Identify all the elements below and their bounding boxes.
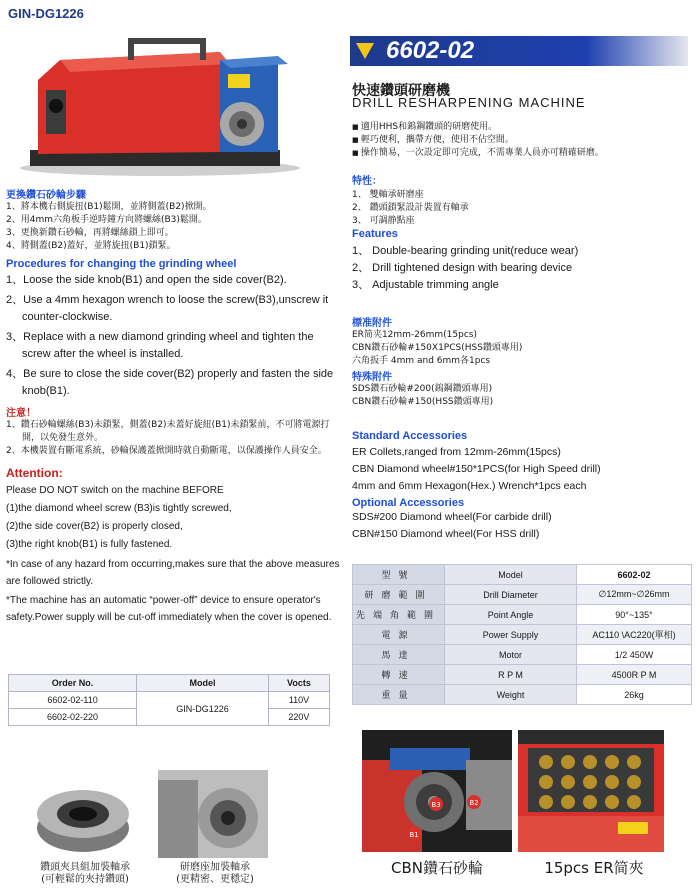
notice-zh-heading: 注意！ xyxy=(6,408,36,419)
wheel-zh-step: 3、更換新鑽石砂輪，再將螺絲鎖上即可。 xyxy=(6,228,174,238)
accessories-en xyxy=(352,430,692,543)
opt-acc-zh-item: SDS鑽石砂輪#200(鎢鋼鑽頭專用) xyxy=(352,384,493,394)
std-acc-en-item: 4mm and 6mm Hexagon(Hex.) Wrench*1pcs each xyxy=(352,480,587,492)
table-row: 電源 Power Supply AC110 \AC220(單相) xyxy=(353,625,692,645)
table-row: 6602-02-110 GIN-DG1226 110V xyxy=(9,692,330,709)
feature-en: 3、 Adjustable trimming angle xyxy=(352,279,499,291)
std-acc-en-item: CBN Diamond wheel#150*1PCS(for High Speed drill) xyxy=(352,463,601,475)
opt-acc-en-item: SDS#200 Diamond wheel(For carbide drill) xyxy=(352,511,552,523)
wheel-en-heading: Procedures for changing the grinding wheel xyxy=(6,258,237,270)
notice-zh-item: 1、鑽石砂輪螺絲(B3)未鎖緊，側蓋(B2)未蓋好旋紐(B1)未鎖緊前，不可將電源打開，以免發生意外。 xyxy=(6,420,330,443)
b2-label: B2 xyxy=(469,799,479,807)
intro-bullet: ■ 適用HHS和鎢鋼鑽頭的研磨使用。 xyxy=(352,121,604,134)
collet-caption: 鑽頭夾具組加裝軸承 (可輕鬆的夾持鑽頭) xyxy=(40,862,130,885)
std-acc-zh-item: ER简夹12mm-26mm(15pcs) xyxy=(352,330,477,340)
wheel-zh-step: 2、用4mm六角板手逆時鐘方向將螺絲(B3)鬆開。 xyxy=(6,215,207,225)
wheel-en-step: 1、Loose the side knob(B1) and open the side cover(B2). xyxy=(6,274,287,286)
grinding-seat-photo xyxy=(158,770,268,858)
table-header-row: Order No. Model Vocts xyxy=(9,675,330,692)
model-code: GIN-DG1226 xyxy=(8,6,84,21)
opt-acc-en-heading: Optional Accessories xyxy=(352,497,465,509)
notice-zh-item: 2、本機裝置有斷電系統，砂輪保護蓋掀開時就自動斷電，以保護操作人員安全。 xyxy=(6,446,327,456)
std-acc-en-heading: Standard Accessories xyxy=(352,430,468,442)
b1-label: B1 xyxy=(409,831,419,839)
attention-line: Please DO NOT switch on the machine BEFORE xyxy=(6,485,224,496)
intro-bullet: ■ 操作簡易，一次設定即可完成，不需專業人員亦可精確研磨。 xyxy=(352,147,604,160)
attention-note: *In case of any hazard from occurring,makes sure that the above measures are followed strictly. xyxy=(6,559,340,587)
intro-bullet: ■ 輕巧便利，攜帶方便，使用不佔空間。 xyxy=(352,134,604,147)
table-row: 研磨範圍 Drill Diameter ∅12mm~∅26mm xyxy=(353,585,692,605)
opt-acc-zh-heading: 特殊附件 xyxy=(352,372,392,383)
model-banner xyxy=(350,36,688,66)
std-acc-en-item: ER Collets,ranged from 12mm-26mm(15pcs) xyxy=(352,446,561,458)
opt-acc-en-item: CBN#150 Diamond wheel(For HSS drill) xyxy=(352,528,540,540)
collet-photo xyxy=(28,770,138,858)
attention-line: (3)the right knob(B1) is fully fastened. xyxy=(6,539,173,550)
er-collets-caption: 15pcs ER简夾 xyxy=(544,859,644,877)
order-table xyxy=(8,674,330,726)
wheel-procedure-en xyxy=(6,258,340,400)
features-en xyxy=(352,228,692,294)
product-title-zh: 快速鑽頭研磨機 xyxy=(352,83,450,99)
wheel-zh-step: 1、將本機右側旋扭(B1)鬆開，並將側蓋(B2)掀開。 xyxy=(6,202,212,212)
machine-photo xyxy=(10,30,310,178)
banner-number: 6602-02 xyxy=(386,37,475,64)
wheel-procedure-zh xyxy=(6,186,342,253)
intro-bullets xyxy=(352,121,604,160)
b3-label: B3 xyxy=(431,801,441,809)
std-acc-zh-item: 六角扳手 4mm and 6mm各1pcs xyxy=(352,356,491,366)
table-row: 型號 Model 6602-02 xyxy=(353,565,692,585)
wheel-zh-step: 4、將側蓋(B2)蓋好，並將旋扭(B1)鎖緊。 xyxy=(6,241,176,251)
feature-zh: 3、 可調静點座 xyxy=(352,216,415,226)
features-en-heading: Features xyxy=(352,228,398,240)
spec-table xyxy=(352,564,692,705)
notice-zh xyxy=(6,404,340,458)
features-zh xyxy=(352,172,692,228)
feature-zh: 1、 雙軸承研磨座 xyxy=(352,190,424,200)
std-acc-zh-item: CBN鑽石砂輪#150X1PCS(HSS鑽頭專用) xyxy=(352,343,523,353)
attention-section xyxy=(6,466,340,626)
wheel-zh-heading: 更換鑽石砂輪步驟 xyxy=(6,190,86,201)
grinding-seat-caption: 研磨座加裝軸承 (更精密、更穩定) xyxy=(176,862,254,885)
wheel-en-step: 4、Be sure to close the side cover(B2) properly and fasten the side knob(B1). xyxy=(6,368,334,397)
table-row: 轉速 R P M 4500R P M xyxy=(353,665,692,685)
table-row: 6602-02-220 220V xyxy=(9,709,330,726)
cbn-wheel-caption: CBN鑽石砂輪 xyxy=(391,859,483,877)
attention-line: (1)the diamond wheel screw (B3)is tightly screwed, xyxy=(6,503,232,514)
wheel-en-step: 3、Replace with a new diamond grinding wheel and tighten the screw after the wheel is installed. xyxy=(6,331,314,360)
triangle-marker-icon xyxy=(356,43,374,59)
table-row: 馬達 Motor 1/2 450W xyxy=(353,645,692,665)
feature-zh: 2、 鑽頭鎖緊設計裝置有軸承 xyxy=(352,203,469,213)
accessories-zh xyxy=(352,314,692,409)
table-row: 重量 Weight 26kg xyxy=(353,685,692,705)
table-row: 先端角範圍 Point Angle 90°~135° xyxy=(353,605,692,625)
feature-en: 1、 Double-bearing grinding unit(reduce wear) xyxy=(352,245,579,257)
er-collets-photo xyxy=(518,730,664,852)
wheel-en-step: 2、Use a 4mm hexagon wrench to loose the screw(B3),unscrew it counter-clockwise. xyxy=(6,294,329,323)
attention-line: (2)the side cover(B2) is properly closed, xyxy=(6,521,183,532)
features-zh-heading: 特性： xyxy=(352,176,382,187)
std-acc-zh-heading: 標准附件 xyxy=(352,318,392,329)
attention-note: *The machine has an automatic “power-off” device to ensure operator's safety.Power supply will be cut-off immediately when the cover is opened. xyxy=(6,595,332,623)
opt-acc-zh-item: CBN鑽石砂輪#150(HSS鑽頭專用) xyxy=(352,397,494,407)
feature-en: 2、 Drill tightened design with bearing device xyxy=(352,262,573,274)
attention-heading: Attention: xyxy=(6,466,63,480)
cbn-wheel-photo xyxy=(362,730,512,852)
product-title-en: DRILL RESHARPENING MACHINE xyxy=(352,95,586,110)
